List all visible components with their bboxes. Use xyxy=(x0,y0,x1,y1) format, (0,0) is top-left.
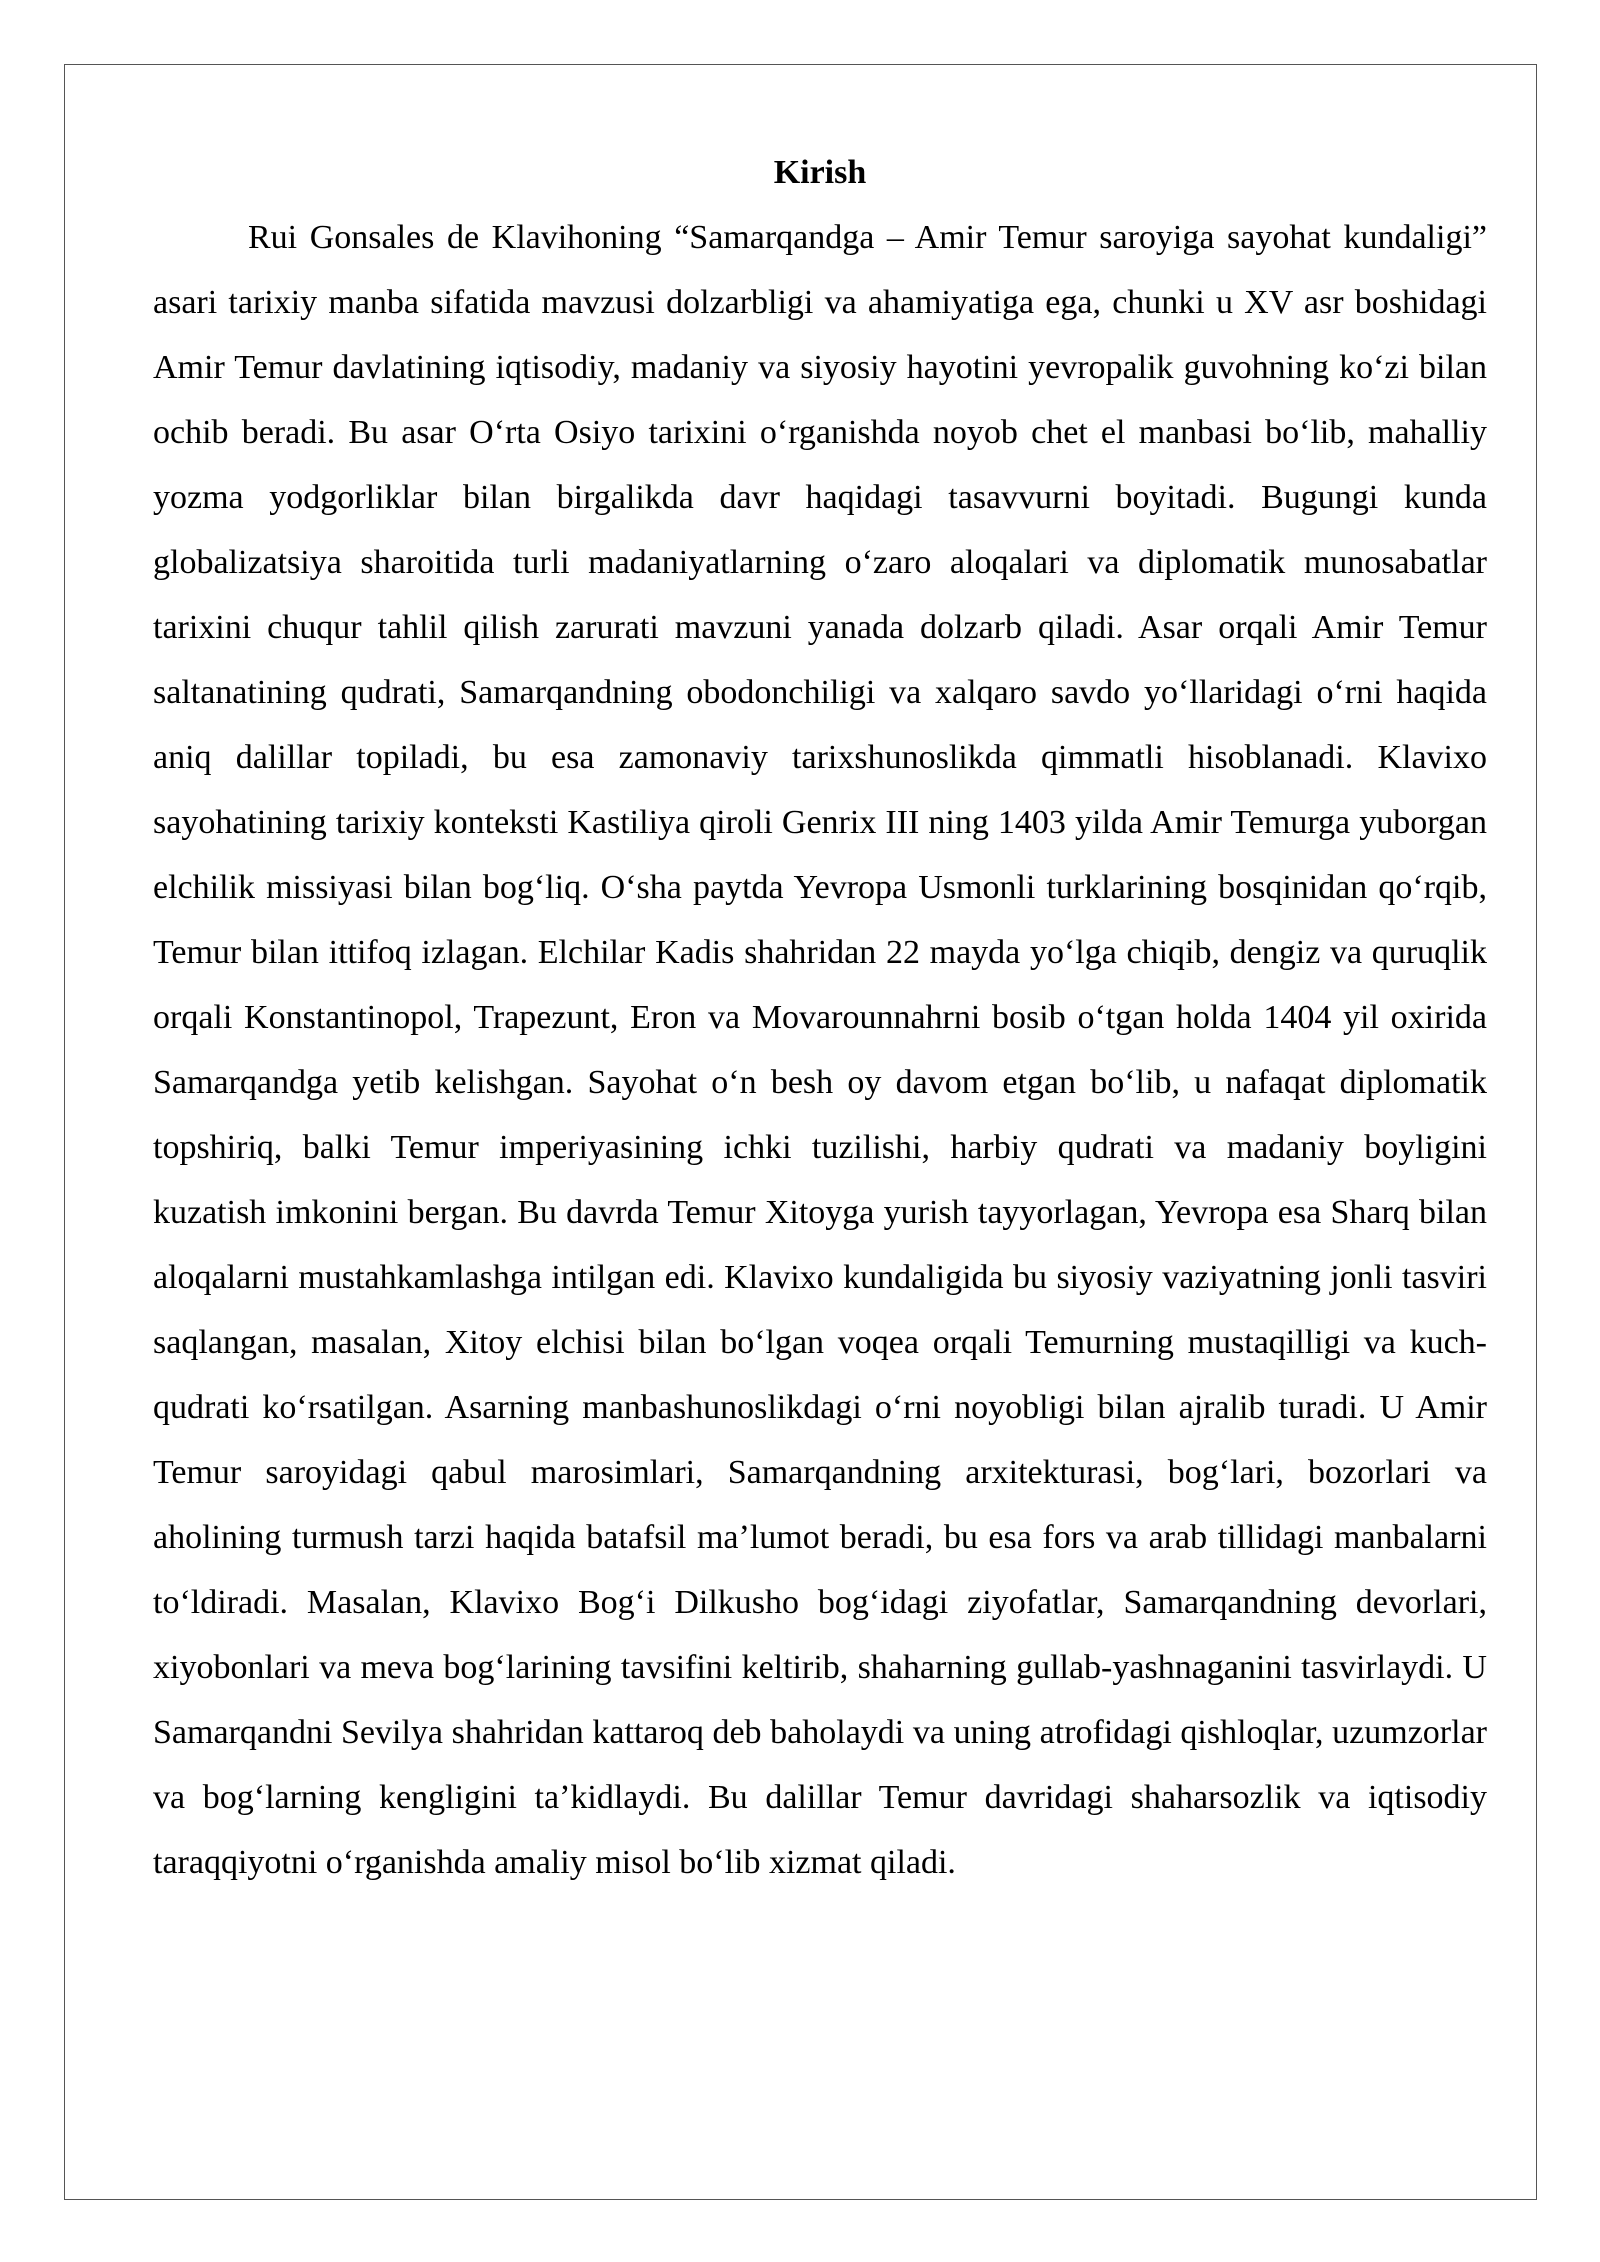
body-paragraph: Rui Gonsales de Klavihoning “Samarqandga – Amir Temur saroyiga sayohat kundaligi” asari tarixiy manba sifatida mavzusi dolzarbligi va ahamiyatiga ega, chunki u XV asr boshidagi Amir Temur davlatining iqtisodiy, madaniy va siyosiy hayotini yevropalik guvohning koʻzi bilan ochib beradi. Bu asar Oʻrta Osiyo tarixini oʻrganishda noyob chet el manbasi boʻlib, mahalliy yozma yodgorliklar bilan birgalikda davr haqidagi tasavvurni boyitadi. Bugungi kunda globalizatsiya sharoitida turli madaniyatlarning oʻzaro aloqalari va diplomatik munosabatlar tarixini chuqur tahlil qilish zarurati mavzuni yanada dolzarb qiladi. Asar orqali Amir Temur saltanatining qudrati, Samarqandning obodonchiligi va xalqaro savdo yoʻllaridagi oʻrni haqida aniq dalillar topiladi, bu esa zamonaviy tarixshunoslikda qimmatli hisoblanadi. Klavixo sayohatining tarixiy konteksti Kastiliya qiroli Genrix III ning 1403 yilda Amir Temurga yuborgan elchilik missiyasi bilan bogʻliq. Oʻsha paytda Yevropa Usmonli turklarining bosqinidan qoʻrqib, Temur bilan ittifoq izlagan. Elchilar Kadis shahridan 22 mayda yoʻlga chiqib, dengiz va quruqlik orqali Konstantinopol, Trapezunt, Eron va Movarounnahrni bosib oʻtgan holda 1404 yil oxirida Samarqandga yetib kelishgan. Sayohat oʻn besh oy davom etgan boʻlib, u nafaqat diplomatik topshiriq, balki Temur imperiyasining ichki tuzilishi, harbiy qudrati va madaniy boyligini kuzatish imkonini bergan. Bu davrda Temur Xitoyga yurish tayyorlagan, Yevropa esa Sharq bilan aloqalarni mustahkamlashga intilgan edi. Klavixo kundaligida bu siyosiy vaziyatning jonli tasviri saqlangan, masalan, Xitoy elchisi bilan boʻlgan voqea orqali Temurning mustaqilligi va kuch-qudrati koʻrsatilgan. Asarning manbashunoslikdagi oʻrni noyobligi bilan ajralib turadi. U Amir Temur saroyidagi qabul marosimlari, Samarqandning arxitekturasi, bogʻlari, bozorlari va aholining turmush tarzi haqida batafsil maʼlumot beradi, bu esa fors va arab tillidagi manbalarni toʻldiradi. Masalan, Klavixo Bogʻi Dilkusho bogʻidagi ziyofatlar, Samarqandning devorlari, xiyobonlari va meva bogʻlarining tavsifini keltirib, shaharning gullab-yashnaganini tasvirlaydi. U Samarqandni Sevilya shahridan kattaroq deb baholaydi va uning atrofidagi qishloqlar, uzumzorlar va bogʻlarning kengligini taʼkidlaydi. Bu dalillar Temur davridagi shaharsozlik va iqtisodiy taraqqiyotni oʻrganishda amaliy misol boʻlib xizmat qiladi. xyxy=(153,219,1487,1881)
document-body xyxy=(153,140,1487,1895)
section-title: Kirish xyxy=(773,154,867,191)
